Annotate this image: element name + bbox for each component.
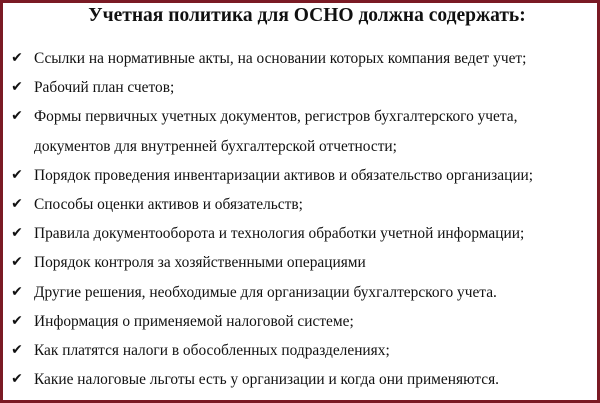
requirements-list [3, 44, 597, 394]
checkmark-icon: ✔ [11, 312, 23, 329]
list-item-text: Порядок проведения инвентаризации активов и обязательство организации; [34, 166, 534, 184]
checkmark-icon: ✔ [11, 283, 23, 300]
list-item-text-continued: документов для внутренней бухгалтерской отчетности; [34, 137, 397, 155]
list-item [3, 307, 597, 336]
list-item [3, 336, 597, 365]
checkmark-icon: ✔ [11, 225, 23, 242]
checkmark-icon: ✔ [11, 342, 23, 359]
list-item [3, 365, 597, 394]
list-item-text: Рабочий план счетов; [34, 79, 175, 97]
list-item-text: Информация о применяемой налоговой системе; [34, 312, 354, 330]
list-item [3, 219, 597, 248]
list-item-text: Как платятся налоги в обособленных подразделениях; [34, 342, 390, 360]
checkmark-icon: ✔ [11, 196, 23, 213]
list-item [3, 278, 597, 307]
list-item-text: Ссылки на нормативные акты, на основании которых компания ведет учет; [34, 50, 527, 67]
list-item [3, 161, 597, 190]
list-item-text: Способы оценки активов и обязательств; [34, 196, 303, 214]
list-item-text: Другие решения, необходимые для организации бухгалтерского учета. [34, 283, 497, 301]
checkmark-icon: ✔ [11, 108, 23, 125]
page-title: Учетная политика для ОСНО должна содержать: [88, 5, 526, 26]
checkmark-icon: ✔ [11, 371, 23, 388]
list-item-text: Какие налоговые льготы есть у организации и когда они применяются. [34, 371, 500, 389]
list-item-text: Порядок контроля за хозяйственными операциями [34, 254, 366, 272]
list-item [3, 190, 597, 219]
list-item [3, 248, 597, 277]
list-item [3, 44, 597, 73]
list-item [3, 102, 597, 160]
checkmark-icon: ✔ [11, 254, 23, 271]
list-item-text: Правила документооборота и технология обработки учетной информации; [34, 225, 525, 243]
checkmark-icon: ✔ [11, 166, 23, 183]
checkmark-icon: ✔ [11, 79, 23, 96]
list-item-text: Формы первичных учетных документов, регистров бухгалтерского учета, [34, 108, 518, 126]
list-item [3, 73, 597, 102]
checkmark-icon: ✔ [11, 50, 23, 66]
